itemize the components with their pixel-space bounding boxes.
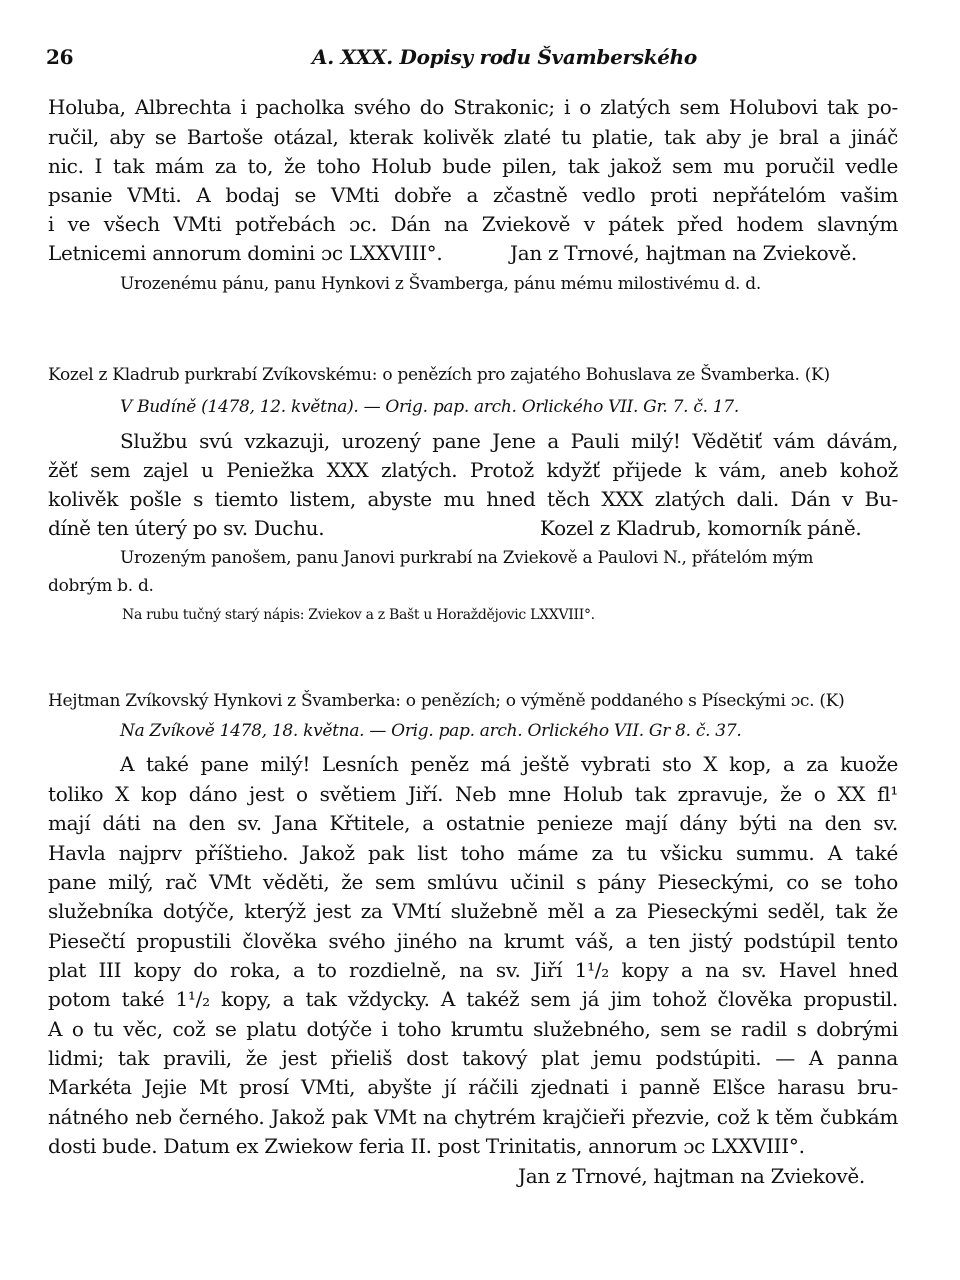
letter-source: Na Zvíkově 1478, 18. května. — Orig. pap. arch. Orlického VII. Gr 8. č. 37. (120, 721, 742, 741)
address-line: Urozeným panošem, panu Janovi purkrabí na Zviekově a Paulovi N., přátelóm mým (120, 548, 814, 568)
text-line: pane milý, rač VMt věděti, že sem smlúvu učinil s pány Pieseckými, co se toho (48, 870, 898, 894)
text-line: kolivěk pošle s tiemto listem, abyste mu hned těch XXX zlatých dali. Dán v Bu- (48, 487, 898, 511)
text-line: A také pane milý! Lesních peněz má ještě vybrati sto X kop, a za kuože (120, 752, 898, 776)
signature: Kozel z Kladrub, komorník páně. (540, 516, 862, 540)
text-line: Službu svú vzkazuji, urozený pane Jene a Pauli milý! Vědětiť vám dávám, (120, 429, 898, 453)
running-title: A. XXX. Dopisy rodu Švamberského (312, 45, 697, 69)
text-line: žěť sem zajel u Peniežka XXX zlatých. Protož kdyžť přijede k vám, aneb kohož (48, 458, 898, 482)
address-line: dobrým b. d. (48, 576, 154, 596)
signature: Jan z Trnové, hajtman na Zviekově. (518, 1164, 865, 1188)
text-line: Holuba, Albrechta i pacholka svého do Strakonic; i o zlatých sem Holubovi tak po- (48, 95, 898, 119)
text-line: toliko X kop dáno jest o světiem Jiří. Neb mne Holub tak zpravuje, že o XX fl¹ (48, 782, 898, 806)
signature: Jan z Trnové, hajtman na Zviekově. (510, 241, 857, 265)
text-line: lidmi; tak pravili, že jest přieliš dost takový plat jemu podstúpiti. — A panna (48, 1046, 898, 1070)
archival-note: Na rubu tučný starý nápis: Zviekov a z Bašt u Horaždějovic LXXVIII°. (122, 607, 595, 623)
address-line: Urozenému pánu, panu Hynkovi z Švamberga, pánu mému milostivému d. d. (120, 274, 761, 294)
text-line: A o tu věc, což se platu dotýče i toho krumtu služebného, sem se radil s dobrými (48, 1017, 898, 1041)
text-line: potom také 1¹/₂ kopy, a tak vždycky. A takéž sem já jim tohož člověka propustil. (48, 987, 898, 1011)
text-line: psanie VMti. A bodaj se VMti dobře a zčastně vedlo proti nepřátelóm vašim (48, 183, 898, 207)
letter-number (0, 650, 960, 677)
page-number: 26 (46, 45, 74, 69)
text-line: Havla najprv příštieho. Jakož pak list toho máme za tu všicku summu. A také (48, 841, 898, 865)
text-line: ručil, aby se Bartoše otázal, kterak kolivěk zlaté tu platie, tak aby je bral a jináč (48, 125, 898, 149)
text-line: dosti bude. Datum ex Zwiekow feria II. post Trinitatis, annorum ɔc LXXVIII°. (48, 1134, 805, 1158)
letter-summary: Kozel z Kladrub purkrabí Zvíkovskému: o penězích pro zajatého Bohuslava ze Švamberka. (K) (48, 365, 830, 385)
text-line: Markéta Jejie Mt prosí VMti, abyšte jí ráčili zjednati i panně Elšce harasu bru- (48, 1075, 898, 1099)
text-line: díně ten úterý po sv. Duchu. (48, 516, 325, 540)
text-line: i ve všech VMti potřebách ɔc. Dán na Zviekově v pátek před hodem slavným (48, 212, 898, 236)
text-line: Letnicemi annorum domini ɔc LXXVIII°. (48, 241, 443, 265)
letter-number (0, 322, 960, 349)
text-line: plat III kopy do roka, a to rozdielně, na sv. Jiří 1¹/₂ kopy a na sv. Havel hned (48, 958, 898, 982)
letter-source: V Budíně (1478, 12. května). — Orig. pap. arch. Orlického VII. Gr. 7. č. 17. (120, 397, 739, 417)
text-line: nátného neb černého. Jakož pak VMt na chytrém krajčieři přezvie, což k těm čubkám (48, 1105, 898, 1129)
text-line: nic. I tak mám za to, že toho Holub bude pilen, tak jakož sem mu poručil vedle (48, 154, 898, 178)
text-line: služebníka dotýče, kterýž jest za VMtí služebně měl a za Pieseckými seděl, tak že (48, 899, 898, 923)
letter-summary: Hejtman Zvíkovský Hynkovi z Švamberka: o penězích; o výměně poddaného s Píseckými ɔc. (K) (48, 691, 845, 711)
text-line: mají dáti na den sv. Jana Křtitele, a ostatnie penieze mají dány býti na den sv. (48, 811, 898, 835)
text-line: Piesečtí propustili člověka svého jiného na krumt váš, a ten jistý podstúpil tento (48, 929, 898, 953)
